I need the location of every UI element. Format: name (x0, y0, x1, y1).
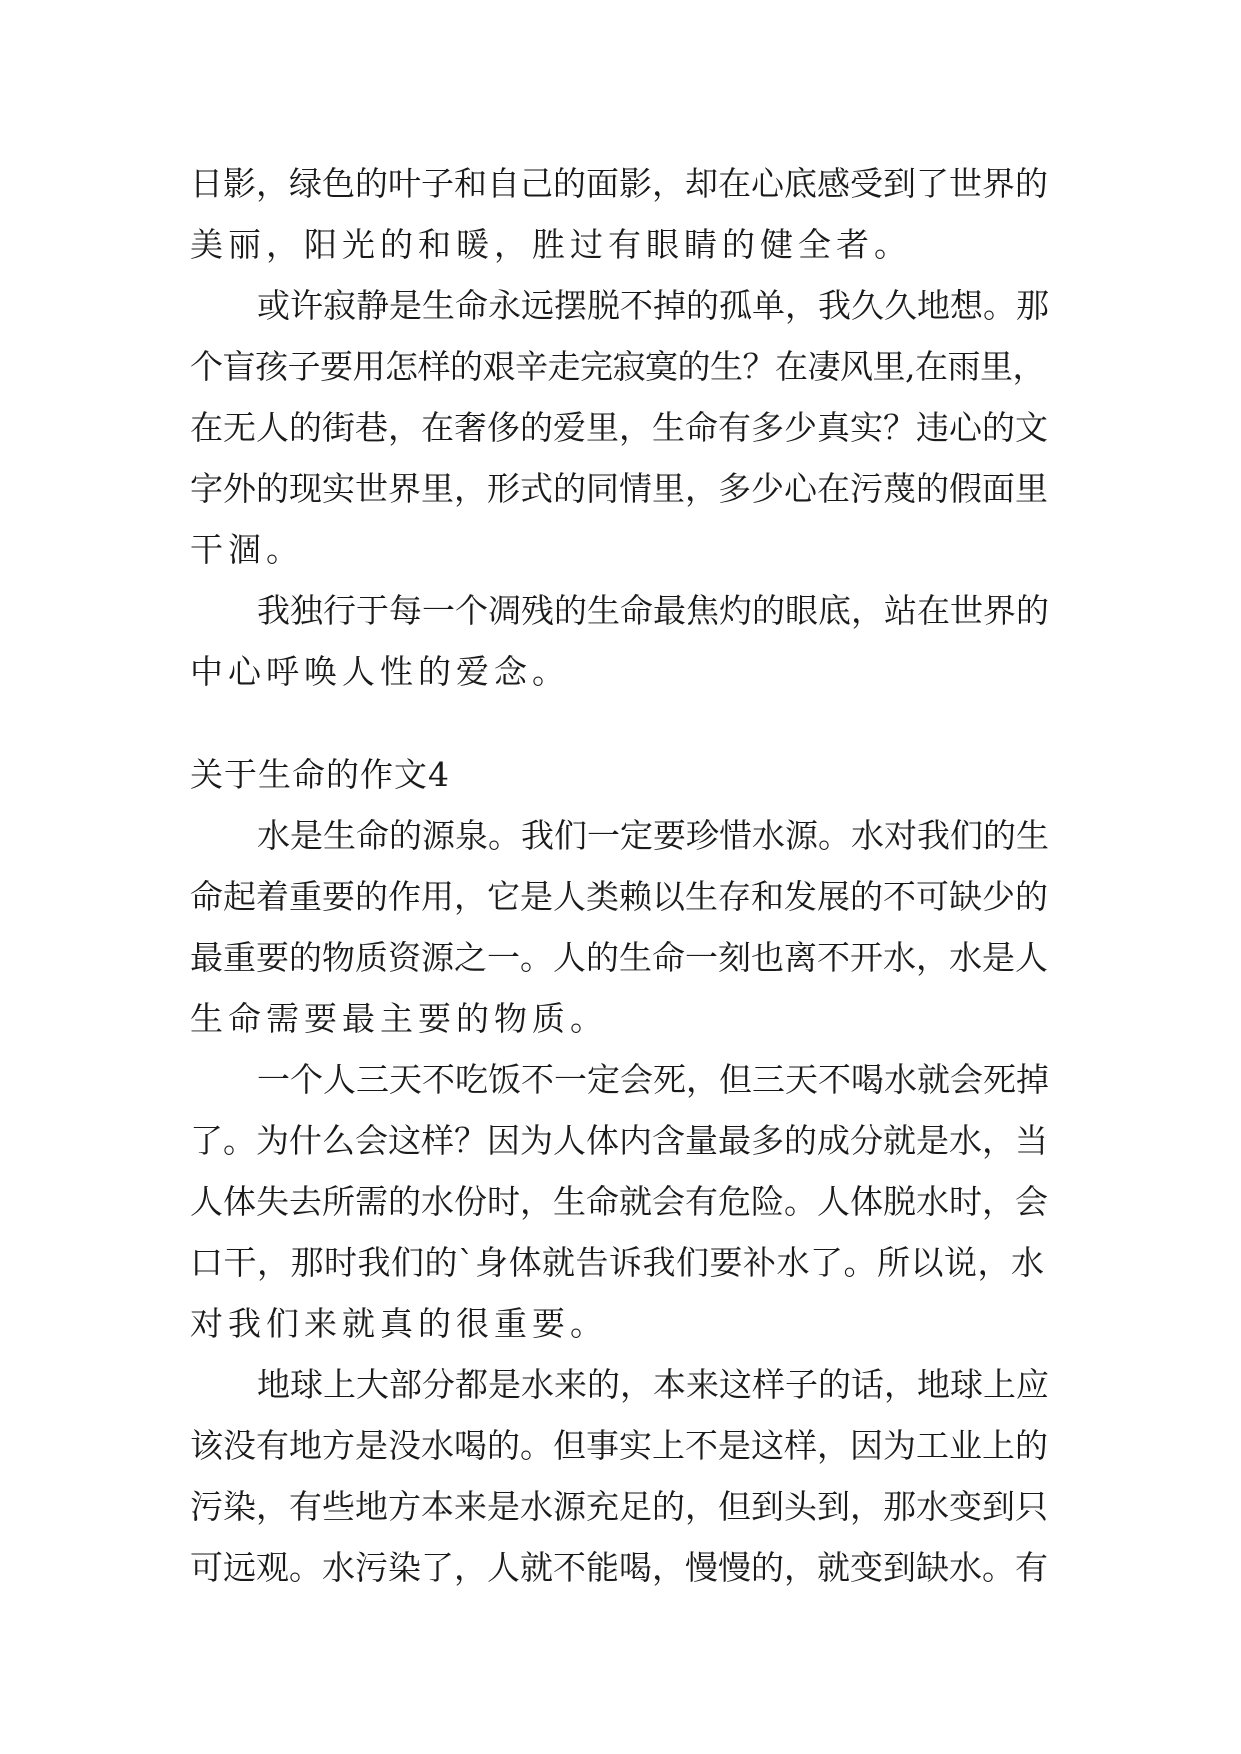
section-heading: 关于生命的作文4 (190, 755, 450, 794)
text-line: 对我们来就真的很重要。 (190, 1304, 608, 1343)
text-line: 人体失去所需的水份时，生命就会有危险。人体脱水时，会 (190, 1182, 1048, 1221)
paragraph-start-line: 我独行于每一个凋残的生命最焦灼的眼底，站在世界的 (257, 591, 1049, 630)
paragraph-start-line: 地球上大部分都是水来的，本来这样子的话，地球上应 (257, 1365, 1049, 1404)
text-line: 该没有地方是没水喝的。但事实上不是这样，因为工业上的 (190, 1426, 1048, 1465)
text-line: 美丽，阳光的和暖，胜过有眼睛的健全者。 (190, 225, 912, 264)
text-line: 最重要的物质资源之一。人的生命一刻也离不开水，水是人 (190, 938, 1048, 977)
text-line: 口干，那时我们的`身体就告诉我们要补水了。所以说，水 (190, 1243, 1045, 1282)
paragraph-start-line: 水是生命的源泉。我们一定要珍惜水源。水对我们的生 (257, 816, 1049, 855)
text-line: 中心呼唤人性的爱念。 (190, 652, 570, 691)
text-line: 日影，绿色的叶子和自己的面影，却在心底感受到了世界的 (190, 164, 1048, 203)
text-line: 生命需要最主要的物质。 (190, 999, 608, 1038)
text-line: 干涸。 (190, 530, 304, 569)
text-line: 个盲孩子要用怎样的艰辛走完寂寞的生？在凄风里,在雨里， (190, 347, 1045, 386)
paragraph-start-line: 一个人三天不吃饭不一定会死，但三天不喝水就会死掉 (257, 1060, 1049, 1099)
text-line: 命起着重要的作用，它是人类赖以生存和发展的不可缺少的 (190, 877, 1048, 916)
text-line: 可远观。水污染了，人就不能喝，慢慢的，就变到缺水。有 (190, 1548, 1048, 1587)
text-line: 污染，有些地方本来是水源充足的，但到头到，那水变到只 (190, 1487, 1048, 1526)
text-line: 了。为什么会这样？因为人体内含量最多的成分就是水，当 (190, 1121, 1048, 1160)
text-line: 在无人的街巷，在奢侈的爱里，生命有多少真实？违心的文 (190, 408, 1048, 447)
paragraph-start-line: 或许寂静是生命永远摆脱不掉的孤单，我久久地想。那 (257, 286, 1049, 325)
text-line: 字外的现实世界里，形式的同情里，多少心在污蔑的假面里 (190, 469, 1048, 508)
